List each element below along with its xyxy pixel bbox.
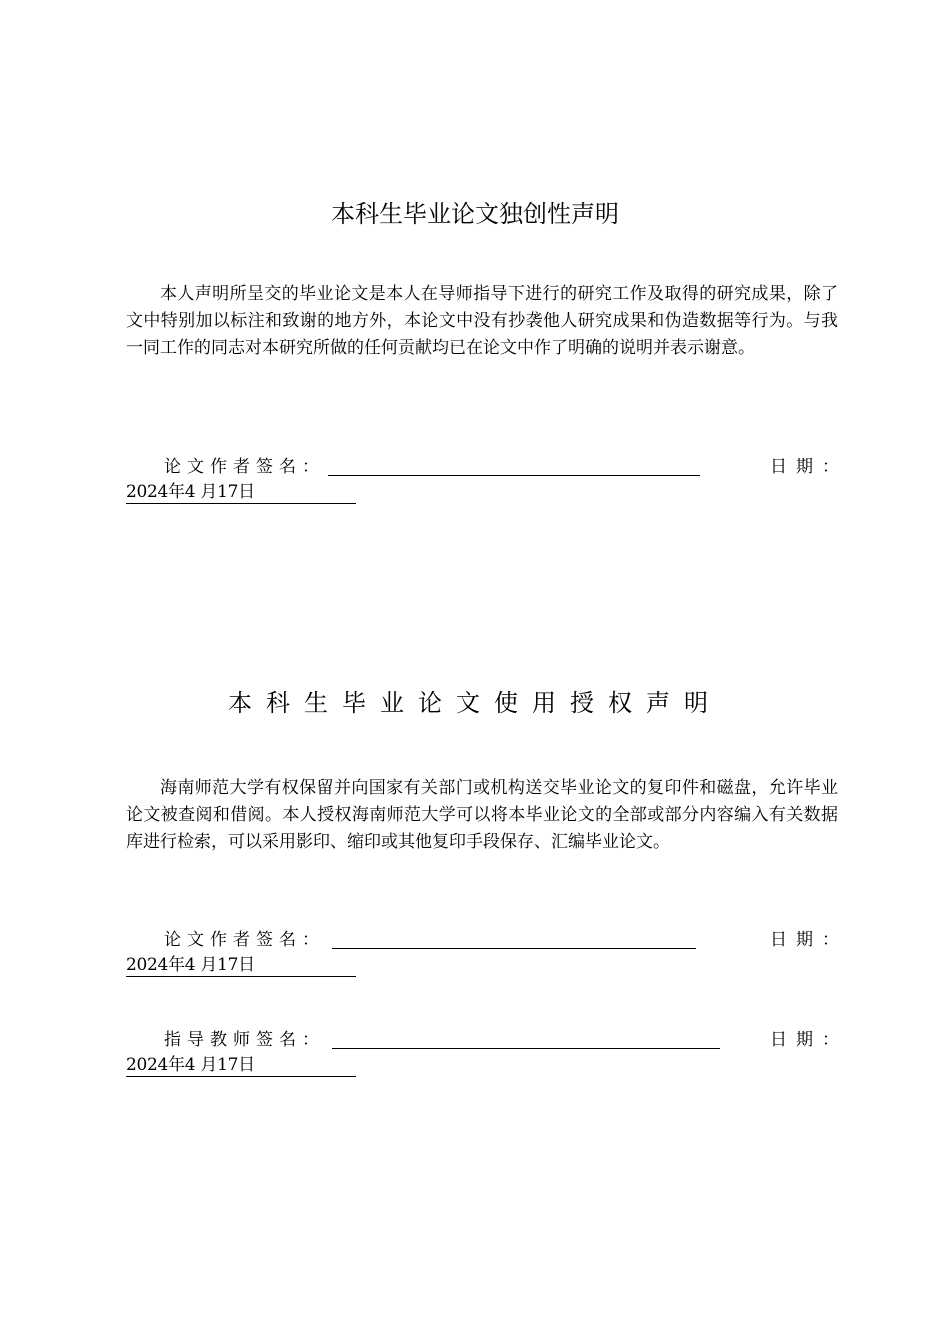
author-signature-blank-2[interactable] — [332, 948, 696, 949]
authorization-declaration-body: 海南师范大学有权保留并向国家有关部门或机构送交毕业论文的复印件和磁盘，允许毕业论文被查阅和借阅。本人授权海南师范大学可以将本毕业论文的全部或部分内容编入有关数据库进行检索，可以采用影印、缩印或其他复印手段保存、汇编毕业论文。 — [126, 778, 838, 852]
date-value: 2024年4 月17日 — [126, 481, 356, 504]
authorization-declaration-title: 本科生毕业论文使用授权声明 — [228, 689, 722, 717]
author-signature-label-2: 论文作者签名： — [164, 930, 325, 950]
originality-declaration-body: 本人声明所呈交的毕业论文是本人在导师指导下进行的研究工作及取得的研究成果，除了文中特别加以标注和致谢的地方外，本论文中没有抄袭他人研究成果和伪造数据等行为。与我一同工作的同志对本研究所做的任何贡献均已在论文中作了明确的说明并表示谢意。 — [126, 284, 838, 358]
date-label: 日期： — [770, 457, 848, 477]
advisor-date-label: 日期： — [770, 1030, 848, 1050]
advisor-date-value: 2024年4 月17日 — [126, 1054, 356, 1077]
advisor-signature-blank[interactable] — [332, 1048, 720, 1049]
author-date-value: 2024年4 月17日 — [126, 954, 356, 977]
originality-declaration-title: 本科生毕业论文独创性声明 — [331, 200, 619, 228]
author-signature-label: 论文作者签名： — [164, 457, 325, 477]
author-date-label: 日期： — [770, 930, 848, 950]
advisor-signature-label: 指导教师签名： — [164, 1030, 325, 1050]
author-signature-row-2 — [164, 928, 325, 952]
author-signature-blank[interactable] — [328, 475, 700, 476]
advisor-signature-row — [164, 1028, 325, 1052]
author-signature-row — [164, 455, 325, 479]
